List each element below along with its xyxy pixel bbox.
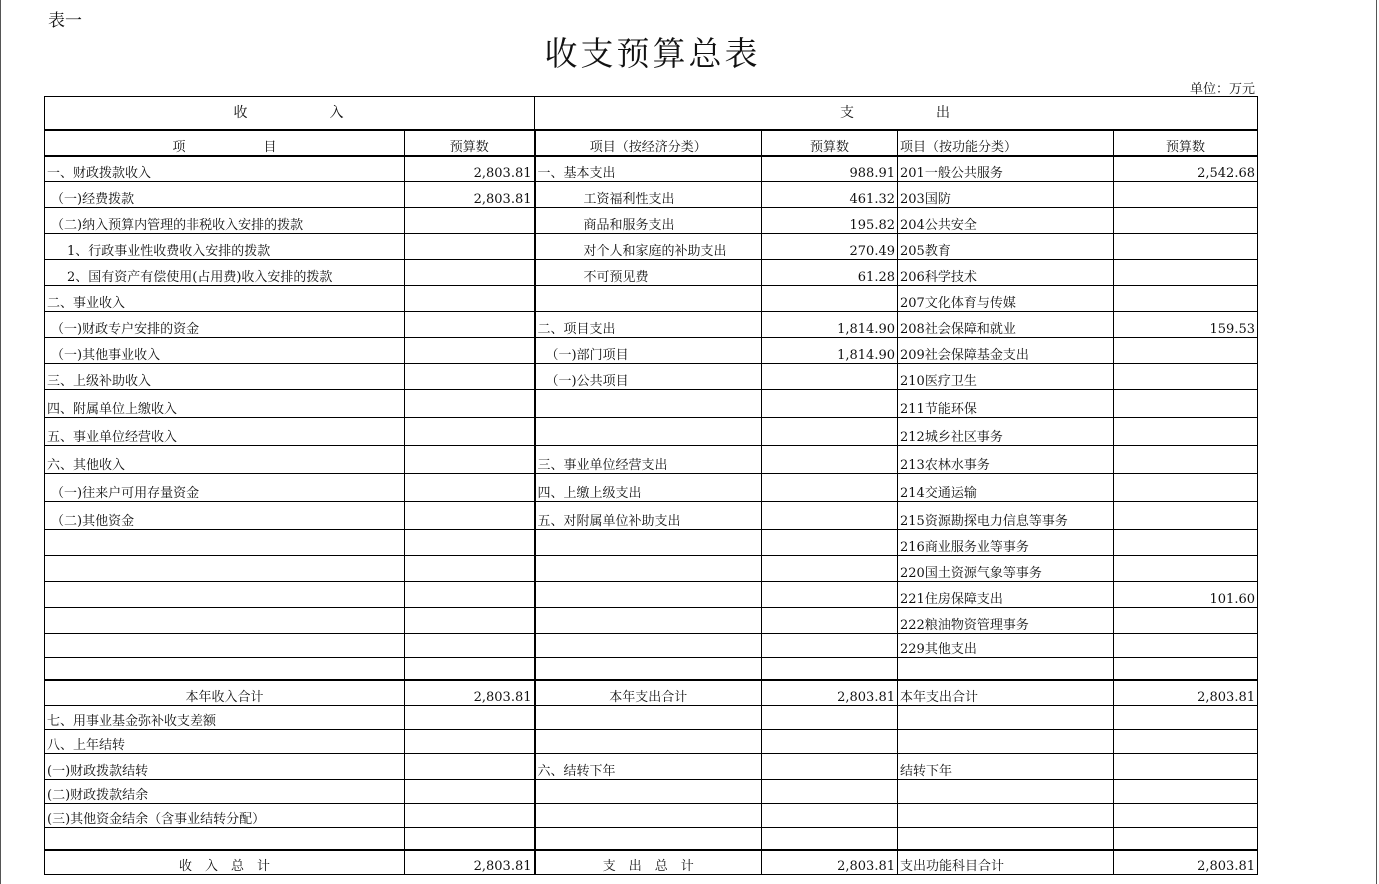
income-item-cell: （一)其他事业收入 <box>45 338 405 364</box>
exp-econ-amount-cell <box>762 446 898 474</box>
exp-econ-item-cell: 五、对附属单位补助支出 <box>535 502 762 530</box>
exp-func-item-cell: 205教育 <box>898 234 1114 260</box>
table-row <box>45 556 1258 582</box>
exp-func-item-cell: 222粮油物资管理事务 <box>898 608 1114 634</box>
exp-func-item-cell: 214交通运输 <box>898 474 1114 502</box>
exp-func-amount-cell <box>1114 390 1258 418</box>
exp-econ-amount-cell <box>762 730 898 754</box>
exp-func-item-cell: 207文化体育与传媒 <box>898 286 1114 312</box>
income-amount-cell <box>405 446 535 474</box>
table-row <box>45 780 1258 804</box>
exp-econ-item-cell: 商品和服务支出 <box>535 208 762 234</box>
exp-econ-item-cell <box>535 804 762 828</box>
income-item-cell: 三、上级补助收入 <box>45 364 405 390</box>
total-row <box>45 850 1258 875</box>
exp-func-item-cell: 201一般公共服务 <box>898 156 1114 182</box>
table-row <box>45 286 1258 312</box>
income-item-cell: 六、其他收入 <box>45 446 405 474</box>
exp-econ-item-cell <box>535 582 762 608</box>
income-amount-cell <box>405 828 535 850</box>
exp-func-amount-cell <box>1114 338 1258 364</box>
exp-func-item-cell: 208社会保障和就业 <box>898 312 1114 338</box>
exp-econ-amount-cell <box>762 608 898 634</box>
table-row <box>45 364 1258 390</box>
exp-func-item-cell <box>898 706 1114 730</box>
exp-func-subtotal-label: 本年支出合计 <box>898 680 1114 706</box>
exp-econ-item-cell <box>535 658 762 680</box>
exp-econ-subtotal-label: 本年支出合计 <box>535 680 762 706</box>
income-amount-cell <box>405 286 535 312</box>
exp-econ-amount-cell <box>762 530 898 556</box>
exp-func-item-cell: 结转下年 <box>898 754 1114 780</box>
expense-section-header: 支 出 <box>535 97 1258 130</box>
exp-func-item-cell: 209社会保障基金支出 <box>898 338 1114 364</box>
exp-func-item-cell: 229其他支出 <box>898 634 1114 658</box>
table-row <box>45 156 1258 182</box>
exp-func-amount-cell <box>1114 208 1258 234</box>
income-item-cell: 四、附属单位上缴收入 <box>45 390 405 418</box>
exp-func-item-cell: 221住房保障支出 <box>898 582 1114 608</box>
exp-econ-item-cell <box>535 418 762 446</box>
income-amount-cell <box>405 208 535 234</box>
exp-econ-amount-cell <box>762 286 898 312</box>
income-item-cell: 一、财政拨款收入 <box>45 156 405 182</box>
income-item-cell: 七、用事业基金弥补收支差额 <box>45 706 405 730</box>
income-amount-cell: 2,803.81 <box>405 156 535 182</box>
exp-econ-item-cell: 二、项目支出 <box>535 312 762 338</box>
col-header-income-amount: 预算数 <box>405 130 535 156</box>
income-item-cell: (三)其他资金结余（含事业结转分配） <box>45 804 405 828</box>
exp-econ-amount-cell <box>762 658 898 680</box>
exp-func-amount-cell <box>1114 286 1258 312</box>
income-amount-cell <box>405 338 535 364</box>
exp-func-amount-cell <box>1114 530 1258 556</box>
exp-func-item-cell: 210医疗卫生 <box>898 364 1114 390</box>
exp-func-amount-cell <box>1114 260 1258 286</box>
table-row <box>45 390 1258 418</box>
table-row <box>45 828 1258 850</box>
income-item-cell: 2、国有资产有偿使用(占用费)收入安排的拨款 <box>45 260 405 286</box>
income-amount-cell <box>405 234 535 260</box>
exp-func-amount-cell <box>1114 754 1258 780</box>
exp-func-amount-cell <box>1114 474 1258 502</box>
exp-econ-item-cell: 六、结转下年 <box>535 754 762 780</box>
exp-econ-item-cell: （一)公共项目 <box>535 364 762 390</box>
exp-func-item-cell <box>898 780 1114 804</box>
income-amount-cell <box>405 474 535 502</box>
income-section-header: 收 入 <box>45 97 535 130</box>
exp-econ-amount-cell: 1,814.90 <box>762 338 898 364</box>
exp-econ-amount-cell <box>762 634 898 658</box>
income-amount-cell <box>405 634 535 658</box>
exp-econ-item-cell <box>535 556 762 582</box>
exp-econ-amount-cell <box>762 582 898 608</box>
exp-func-item-cell <box>898 658 1114 680</box>
income-item-cell: 八、上年结转 <box>45 730 405 754</box>
exp-econ-item-cell <box>535 634 762 658</box>
exp-func-amount-cell <box>1114 234 1258 260</box>
exp-func-amount-cell <box>1114 730 1258 754</box>
exp-func-amount-cell <box>1114 780 1258 804</box>
exp-func-amount-cell <box>1114 828 1258 850</box>
col-header-exp-func-item: 项目（按功能分类） <box>898 130 1114 156</box>
table-row <box>45 234 1258 260</box>
exp-econ-item-cell <box>535 706 762 730</box>
exp-func-amount-cell <box>1114 658 1258 680</box>
exp-econ-item-cell <box>535 780 762 804</box>
exp-econ-item-cell: 三、事业单位经营支出 <box>535 446 762 474</box>
exp-func-item-cell: 213农林水事务 <box>898 446 1114 474</box>
income-item-cell: （一)经费拨款 <box>45 182 405 208</box>
exp-func-item-cell: 220国土资源气象等事务 <box>898 556 1114 582</box>
income-amount-cell <box>405 804 535 828</box>
exp-func-item-cell: 212城乡社区事务 <box>898 418 1114 446</box>
exp-func-item-cell: 204公共安全 <box>898 208 1114 234</box>
income-item-cell <box>45 658 405 680</box>
subtotal-row <box>45 680 1258 706</box>
income-amount-cell <box>405 260 535 286</box>
income-amount-cell <box>405 418 535 446</box>
exp-econ-item-cell: 一、基本支出 <box>535 156 762 182</box>
exp-func-amount-cell <box>1114 182 1258 208</box>
income-item-cell <box>45 828 405 850</box>
income-amount-cell <box>405 754 535 780</box>
exp-econ-item-cell <box>535 390 762 418</box>
exp-func-amount-cell: 159.53 <box>1114 312 1258 338</box>
exp-econ-amount-cell: 195.82 <box>762 208 898 234</box>
exp-econ-item-cell: （一)部门项目 <box>535 338 762 364</box>
table-row <box>45 182 1258 208</box>
income-amount-cell <box>405 582 535 608</box>
exp-econ-amount-cell <box>762 390 898 418</box>
income-item-cell: 五、事业单位经营收入 <box>45 418 405 446</box>
exp-econ-item-cell <box>535 286 762 312</box>
income-amount-cell <box>405 608 535 634</box>
income-amount-cell <box>405 530 535 556</box>
table-row <box>45 208 1258 234</box>
exp-econ-item-cell <box>535 608 762 634</box>
col-header-exp-econ-item: 项目（按经济分类） <box>535 130 762 156</box>
exp-econ-amount-cell <box>762 418 898 446</box>
col-header-income-item: 项 目 <box>45 130 405 156</box>
exp-econ-amount-cell <box>762 556 898 582</box>
exp-econ-amount-cell <box>762 754 898 780</box>
col-header-exp-func-amount: 预算数 <box>1114 130 1258 156</box>
exp-econ-amount-cell: 988.91 <box>762 156 898 182</box>
income-amount-cell <box>405 706 535 730</box>
income-subtotal-amount: 2,803.81 <box>405 680 535 706</box>
income-item-cell: （一)往来户可用存量资金 <box>45 474 405 502</box>
table-row <box>45 608 1258 634</box>
income-total-amount: 2,803.81 <box>405 850 535 875</box>
exp-econ-item-cell: 工资福利性支出 <box>535 182 762 208</box>
table-row <box>45 804 1258 828</box>
exp-econ-item-cell: 四、上缴上级支出 <box>535 474 762 502</box>
exp-func-amount-cell <box>1114 446 1258 474</box>
page-edge-left <box>0 0 1 884</box>
table-row <box>45 312 1258 338</box>
exp-func-total-amount: 2,803.81 <box>1114 850 1258 875</box>
exp-econ-amount-cell <box>762 474 898 502</box>
income-item-cell: (一)财政拨款结转 <box>45 754 405 780</box>
table-row <box>45 754 1258 780</box>
table-row <box>45 474 1258 502</box>
table-row <box>45 418 1258 446</box>
exp-func-item-cell: 216商业服务业等事务 <box>898 530 1114 556</box>
exp-func-item-cell: 215资源勘探电力信息等事务 <box>898 502 1114 530</box>
table-row <box>45 260 1258 286</box>
exp-econ-amount-cell <box>762 804 898 828</box>
income-item-cell: 1、行政事业性收费收入安排的拨款 <box>45 234 405 260</box>
page-title: 收支预算总表 <box>544 34 761 73</box>
exp-func-item-cell <box>898 804 1114 828</box>
income-item-cell: （二)其他资金 <box>45 502 405 530</box>
col-header-exp-econ-amount: 预算数 <box>762 130 898 156</box>
page-edge-right <box>1376 0 1377 884</box>
exp-econ-amount-cell: 1,814.90 <box>762 312 898 338</box>
exp-econ-item-cell <box>535 530 762 556</box>
exp-func-amount-cell <box>1114 418 1258 446</box>
exp-econ-item-cell: 对个人和家庭的补助支出 <box>535 234 762 260</box>
exp-func-item-cell <box>898 730 1114 754</box>
exp-func-amount-cell <box>1114 608 1258 634</box>
exp-econ-amount-cell: 61.28 <box>762 260 898 286</box>
income-item-cell <box>45 608 405 634</box>
income-item-cell: （二)纳入预算内管理的非税收入安排的拨款 <box>45 208 405 234</box>
table-label: 表一 <box>48 11 82 31</box>
table-row <box>45 706 1258 730</box>
exp-func-item-cell: 203国防 <box>898 182 1114 208</box>
income-subtotal-label: 本年收入合计 <box>45 680 405 706</box>
exp-econ-amount-cell <box>762 828 898 850</box>
income-item-cell: （一)财政专户安排的资金 <box>45 312 405 338</box>
income-amount-cell <box>405 730 535 754</box>
table-row <box>45 502 1258 530</box>
exp-econ-amount-cell <box>762 502 898 530</box>
exp-econ-subtotal-amount: 2,803.81 <box>762 680 898 706</box>
exp-func-amount-cell <box>1114 634 1258 658</box>
exp-func-amount-cell <box>1114 706 1258 730</box>
exp-func-amount-cell: 2,542.68 <box>1114 156 1258 182</box>
exp-econ-total-amount: 2,803.81 <box>762 850 898 875</box>
exp-econ-amount-cell: 461.32 <box>762 182 898 208</box>
table-row <box>45 634 1258 658</box>
exp-econ-amount-cell: 270.49 <box>762 234 898 260</box>
table-row <box>45 730 1258 754</box>
exp-func-amount-cell <box>1114 556 1258 582</box>
table-row <box>45 338 1258 364</box>
income-amount-cell <box>405 780 535 804</box>
exp-func-subtotal-amount: 2,803.81 <box>1114 680 1258 706</box>
exp-func-amount-cell <box>1114 502 1258 530</box>
exp-econ-item-cell <box>535 828 762 850</box>
budget-summary-table <box>44 96 1258 875</box>
income-item-cell <box>45 530 405 556</box>
unit-label: 单位：万元 <box>1189 82 1255 97</box>
exp-func-amount-cell: 101.60 <box>1114 582 1258 608</box>
exp-func-amount-cell <box>1114 364 1258 390</box>
exp-econ-amount-cell <box>762 364 898 390</box>
table-row <box>45 582 1258 608</box>
income-item-cell: (二)财政拨款结余 <box>45 780 405 804</box>
exp-econ-amount-cell <box>762 706 898 730</box>
income-item-cell <box>45 634 405 658</box>
income-amount-cell <box>405 364 535 390</box>
income-amount-cell <box>405 312 535 338</box>
income-amount-cell <box>405 390 535 418</box>
income-amount-cell: 2,803.81 <box>405 182 535 208</box>
exp-econ-item-cell <box>535 730 762 754</box>
income-item-cell <box>45 582 405 608</box>
income-item-cell <box>45 556 405 582</box>
exp-func-item-cell: 206科学技术 <box>898 260 1114 286</box>
income-amount-cell <box>405 502 535 530</box>
exp-func-item-cell <box>898 828 1114 850</box>
income-amount-cell <box>405 556 535 582</box>
income-total-label: 收 入 总 计 <box>45 850 405 875</box>
table-row <box>45 658 1258 680</box>
exp-func-total-label: 支出功能科目合计 <box>898 850 1114 875</box>
exp-func-amount-cell <box>1114 804 1258 828</box>
table-row <box>45 446 1258 474</box>
exp-econ-amount-cell <box>762 780 898 804</box>
table-row <box>45 530 1258 556</box>
income-amount-cell <box>405 658 535 680</box>
exp-func-item-cell: 211节能环保 <box>898 390 1114 418</box>
exp-econ-total-label: 支 出 总 计 <box>535 850 762 875</box>
exp-econ-item-cell: 不可预见费 <box>535 260 762 286</box>
income-item-cell: 二、事业收入 <box>45 286 405 312</box>
